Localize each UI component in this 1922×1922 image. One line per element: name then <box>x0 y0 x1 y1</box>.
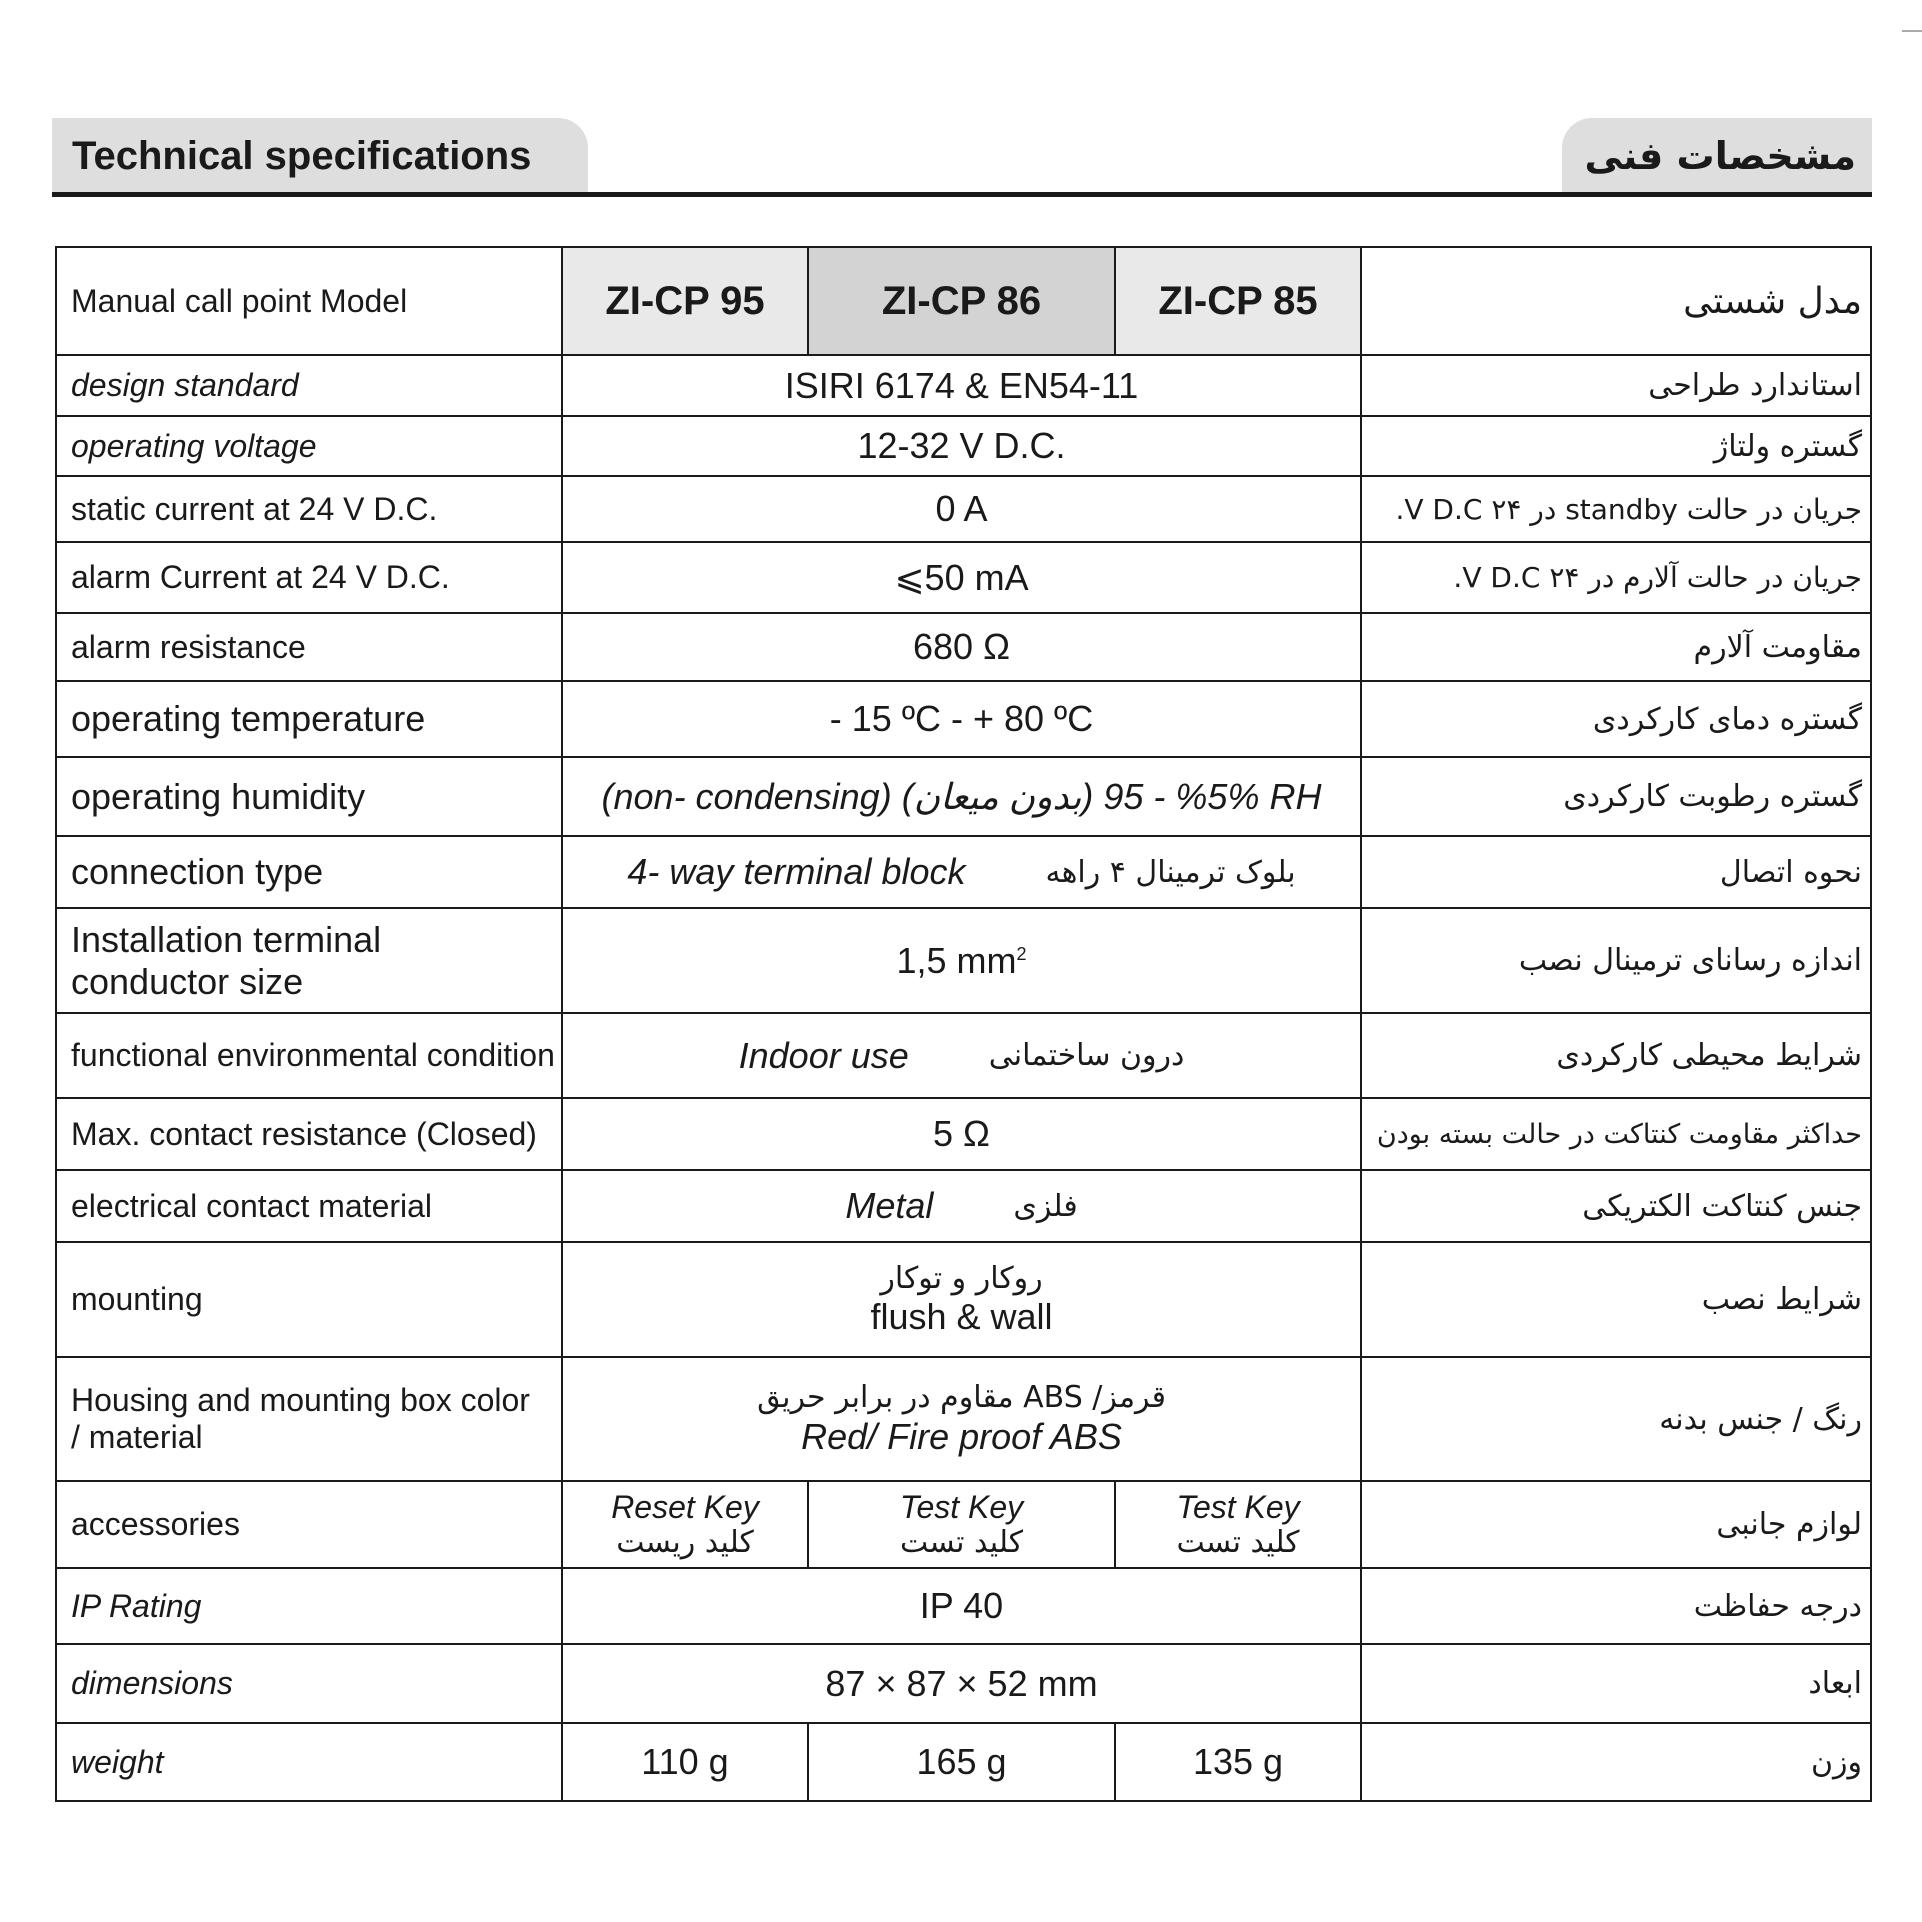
label-fa: جنس کنتاکت الکتریکی <box>1361 1170 1871 1242</box>
label-en: static current at 24 V D.C. <box>56 476 562 542</box>
label-fa: گستره دمای کارکردی <box>1361 681 1871 757</box>
table-row-contact-material <box>56 1170 1871 1242</box>
label-en: mounting <box>56 1242 562 1357</box>
label-fa: مدل شستی <box>1361 247 1871 355</box>
value-fa: کلید تست <box>1176 1524 1300 1560</box>
model-cp86: ZI-CP 86 <box>808 247 1115 355</box>
value-en: Test Key <box>899 1488 1024 1525</box>
table-row-ip-rating <box>56 1568 1871 1644</box>
table-row-environmental-condition <box>56 1013 1871 1098</box>
table-row-contact-resistance <box>56 1098 1871 1170</box>
value <box>562 908 1361 1013</box>
table-row-accessories <box>56 1481 1871 1568</box>
label-en: IP Rating <box>56 1568 562 1644</box>
label-en: Manual call point Model <box>56 247 562 355</box>
label-en: alarm Current at 24 V D.C. <box>56 542 562 613</box>
value-fa: کلید تست <box>899 1524 1024 1560</box>
value: 680 Ω <box>562 613 1361 681</box>
label-en: electrical contact material <box>56 1170 562 1242</box>
label-en: accessories <box>56 1481 562 1568</box>
value <box>562 836 1361 908</box>
value <box>562 1170 1361 1242</box>
table-row-conductor-size <box>56 908 1871 1013</box>
label-fa: درجه حفاظت <box>1361 1568 1871 1644</box>
label-fa: نحوه اتصال <box>1361 836 1871 908</box>
header-title-english: Technical specifications <box>72 134 532 178</box>
table-row-operating-temperature <box>56 681 1871 757</box>
value-fa: قرمز/ ABS مقاوم در برابر حریق <box>757 1380 1166 1416</box>
spec-table <box>55 246 1872 1802</box>
header-title-persian: مشخصات فنی <box>1584 134 1856 178</box>
value: ⩽50 mA <box>562 542 1361 613</box>
value-cp85: 135 g <box>1115 1723 1361 1801</box>
value: ISIRI 6174 & EN54-11 <box>562 355 1361 416</box>
label-fa: جریان در حالت آلارم در ۲۴ V D.C. <box>1361 542 1871 613</box>
value <box>562 1357 1361 1481</box>
value-fa: کلید ریست <box>616 1524 754 1560</box>
table-row-static-current <box>56 476 1871 542</box>
value: 0 A <box>562 476 1361 542</box>
label-fa: حداکثر مقاومت کنتاکت در حالت بسته بودن <box>1361 1098 1871 1170</box>
header-divider <box>52 192 1872 197</box>
value-en: 4- way terminal block <box>627 851 966 892</box>
table-row-alarm-resistance <box>56 613 1871 681</box>
label-fa: گستره رطوبت کارکردی <box>1361 757 1871 836</box>
header-tab-english <box>52 118 588 192</box>
label-en: connection type <box>56 836 562 908</box>
value-cp85 <box>1115 1481 1361 1568</box>
label-fa: شرایط محیطی کارکردی <box>1361 1013 1871 1098</box>
corner-mark <box>1902 30 1922 32</box>
table-row-operating-voltage <box>56 416 1871 476</box>
value-fa: فلزی <box>1013 1188 1078 1224</box>
table-row-model <box>56 247 1871 355</box>
label-fa: گستره ولتاژ <box>1361 416 1871 476</box>
value: 87 × 87 × 52 mm <box>562 1644 1361 1723</box>
value-en: Metal <box>845 1185 934 1226</box>
table-row-design-standard <box>56 355 1871 416</box>
model-cp85: ZI-CP 85 <box>1115 247 1361 355</box>
table-row-housing <box>56 1357 1871 1481</box>
label-en-line1: Housing and mounting box color <box>71 1382 530 1418</box>
label-en-line1: Installation terminal <box>71 918 382 960</box>
label-fa: استاندارد طراحی <box>1361 355 1871 416</box>
value-cp95: 110 g <box>562 1723 808 1801</box>
value-cp86: 165 g <box>808 1723 1115 1801</box>
value-en: Reset Key <box>611 1488 759 1525</box>
label-fa: شرایط نصب <box>1361 1242 1871 1357</box>
table-row-mounting <box>56 1242 1871 1357</box>
label-fa: وزن <box>1361 1723 1871 1801</box>
label-en: dimensions <box>56 1644 562 1723</box>
value: (non- condensing) (بدون میعان) 5% - 95% RH <box>562 757 1361 836</box>
label-fa: جریان در حالت standby در ۲۴ V D.C. <box>1361 476 1871 542</box>
value-fa: روکار و توکار <box>880 1260 1043 1296</box>
label-en <box>56 1357 562 1481</box>
label-en: operating voltage <box>56 416 562 476</box>
label-fa: ابعاد <box>1361 1644 1871 1723</box>
label-en: weight <box>56 1723 562 1801</box>
value-main: 1,5 mm <box>896 939 1017 981</box>
table-row-weight <box>56 1723 1871 1801</box>
label-en: Max. contact resistance (Closed) <box>56 1098 562 1170</box>
label-fa: مقاومت آلارم <box>1361 613 1871 681</box>
value: 5 Ω <box>562 1098 1361 1170</box>
label-en: design standard <box>56 355 562 416</box>
table-row-connection-type <box>56 836 1871 908</box>
value-cp86 <box>808 1481 1115 1568</box>
value-cp95 <box>562 1481 808 1568</box>
value: 12-32 V D.C. <box>562 416 1361 476</box>
label-en: operating humidity <box>56 757 562 836</box>
header-tab-persian <box>1562 118 1872 192</box>
value-en: Indoor use <box>738 1034 909 1076</box>
value-en: flush & wall <box>870 1296 1053 1338</box>
value-superscript: 2 <box>1016 943 1027 964</box>
value: - 15 ºC - + 80 ºC <box>562 681 1361 757</box>
table-row-dimensions <box>56 1644 1871 1723</box>
table-row-operating-humidity <box>56 757 1871 836</box>
value-fa: بلوک ترمینال ۴ راهه <box>1045 854 1296 890</box>
label-fa: رنگ / جنس بدنه <box>1361 1357 1871 1481</box>
label-en: alarm resistance <box>56 613 562 681</box>
label-fa: اندازه رسانای ترمینال نصب <box>1361 908 1871 1013</box>
label-en <box>56 908 562 1013</box>
value-fa: درون ساختمانی <box>988 1038 1185 1073</box>
model-cp95: ZI-CP 95 <box>562 247 808 355</box>
table-row-alarm-current <box>56 542 1871 613</box>
value-en: Red/ Fire proof ABS <box>801 1415 1122 1457</box>
label-fa: لوازم جانبی <box>1361 1481 1871 1568</box>
label-en: functional environmental condition <box>56 1013 562 1098</box>
value <box>562 1013 1361 1098</box>
label-en-line2: conductor size <box>71 960 304 1002</box>
label-en-line2: / material <box>71 1419 203 1455</box>
label-en: operating temperature <box>56 681 562 757</box>
value-en: Test Key <box>1176 1488 1300 1525</box>
value: IP 40 <box>562 1568 1361 1644</box>
value <box>562 1242 1361 1357</box>
